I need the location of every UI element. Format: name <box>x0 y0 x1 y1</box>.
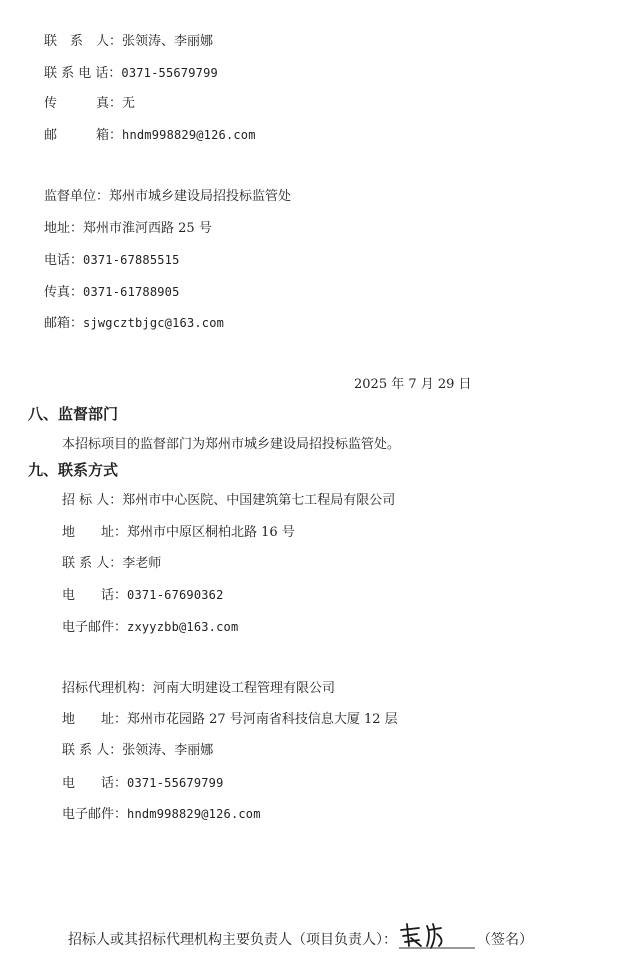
agency-name-label: 招标代理机构： <box>62 681 154 696</box>
tenderer-contact-row <box>62 555 161 573</box>
agent-contact-value: 张领涛、李丽娜 <box>122 34 214 49</box>
signature-label: 招标人或其招标代理机构主要负责人（项目负责人）： <box>68 932 397 948</box>
section8-heading: 八、监督部门 <box>28 405 119 423</box>
handwritten-signature <box>397 928 477 950</box>
tenderer-contact-label: 联 系 人： <box>62 556 123 571</box>
section8-body: 本招标项目的监督部门为郑州市城乡建设局招投标监管处。 <box>62 437 401 452</box>
agency-contact-row <box>62 742 213 760</box>
tenderer-email-value: zxyyzbb@163.com <box>127 620 239 634</box>
agency-email-label: 电子邮件： <box>62 807 128 822</box>
agent-email-value: hndm998829@126.com <box>122 128 256 142</box>
tenderer-phone-row <box>62 586 224 605</box>
signature-scribble-icon <box>397 920 477 950</box>
agency-address-row <box>62 711 398 729</box>
supervision-phone-label: 电话： <box>44 253 84 268</box>
agency-name-row <box>62 680 335 698</box>
agent-phone-row <box>44 64 218 83</box>
supervision-email-value: sjwgcztbjgc@163.com <box>83 316 225 330</box>
tenderer-phone-label: 电 话： <box>62 588 128 603</box>
supervision-address-label: 地址： <box>44 221 84 236</box>
tenderer-address-value: 郑州市中原区桐柏北路 16 号 <box>127 525 295 540</box>
tenderer-email-row <box>62 618 238 637</box>
agent-fax-row <box>44 95 135 113</box>
agency-name-value: 河南大明建设工程管理有限公司 <box>153 681 336 696</box>
agent-phone-value: 0371-55679799 <box>121 66 218 80</box>
tenderer-address-row <box>62 524 295 542</box>
supervision-email-row <box>44 314 224 333</box>
agency-phone-label: 电 话： <box>62 776 128 791</box>
tenderer-email-label: 电子邮件： <box>62 620 128 635</box>
supervision-unit-value: 郑州市城乡建设局招投标监管处 <box>109 189 292 204</box>
supervision-address-row <box>44 220 212 238</box>
agent-contact-label: 联 系 人： <box>44 34 123 49</box>
supervision-unit-label: 监督单位： <box>44 189 110 204</box>
agency-address-label: 地 址： <box>62 712 128 727</box>
agency-email-row <box>62 805 261 824</box>
agency-phone-row <box>62 774 224 793</box>
agent-phone-label: 联 系 电 话： <box>44 66 122 81</box>
supervision-fax-label: 传真： <box>44 285 84 300</box>
document-date: 2025 年 7 月 29 日 <box>354 377 472 392</box>
supervision-unit-row <box>44 188 291 206</box>
tenderer-phone-value: 0371-67690362 <box>127 588 224 602</box>
supervision-phone-row <box>44 251 180 270</box>
agent-fax-label: 传 真： <box>44 96 123 111</box>
tenderer-address-label: 地 址： <box>62 525 128 540</box>
supervision-address-value: 郑州市淮河西路 25 号 <box>83 221 212 236</box>
section9-heading: 九、联系方式 <box>28 461 119 479</box>
agent-contact-row <box>44 33 213 51</box>
supervision-email-label: 邮箱： <box>44 316 84 331</box>
signature-row <box>68 928 533 950</box>
supervision-fax-row <box>44 283 180 302</box>
agent-email-row <box>44 126 256 145</box>
tenderer-name-label: 招 标 人： <box>62 493 123 508</box>
signature-suffix: （签名） <box>477 932 533 948</box>
tenderer-name-value: 郑州市中心医院、中国建筑第七工程局有限公司 <box>122 493 396 508</box>
agency-contact-label: 联 系 人： <box>62 743 123 758</box>
agent-email-label: 邮 箱： <box>44 128 123 143</box>
supervision-fax-value: 0371-61788905 <box>83 285 180 299</box>
agency-phone-value: 0371-55679799 <box>127 776 224 790</box>
agency-address-value: 郑州市花园路 27 号河南省科技信息大厦 12 层 <box>127 712 398 727</box>
supervision-phone-value: 0371-67885515 <box>83 253 180 267</box>
agent-fax-value: 无 <box>122 96 136 111</box>
tenderer-contact-value: 李老师 <box>122 556 162 571</box>
agency-contact-value: 张领涛、李丽娜 <box>122 743 214 758</box>
agency-email-value: hndm998829@126.com <box>127 807 261 821</box>
tenderer-name-row <box>62 492 395 510</box>
